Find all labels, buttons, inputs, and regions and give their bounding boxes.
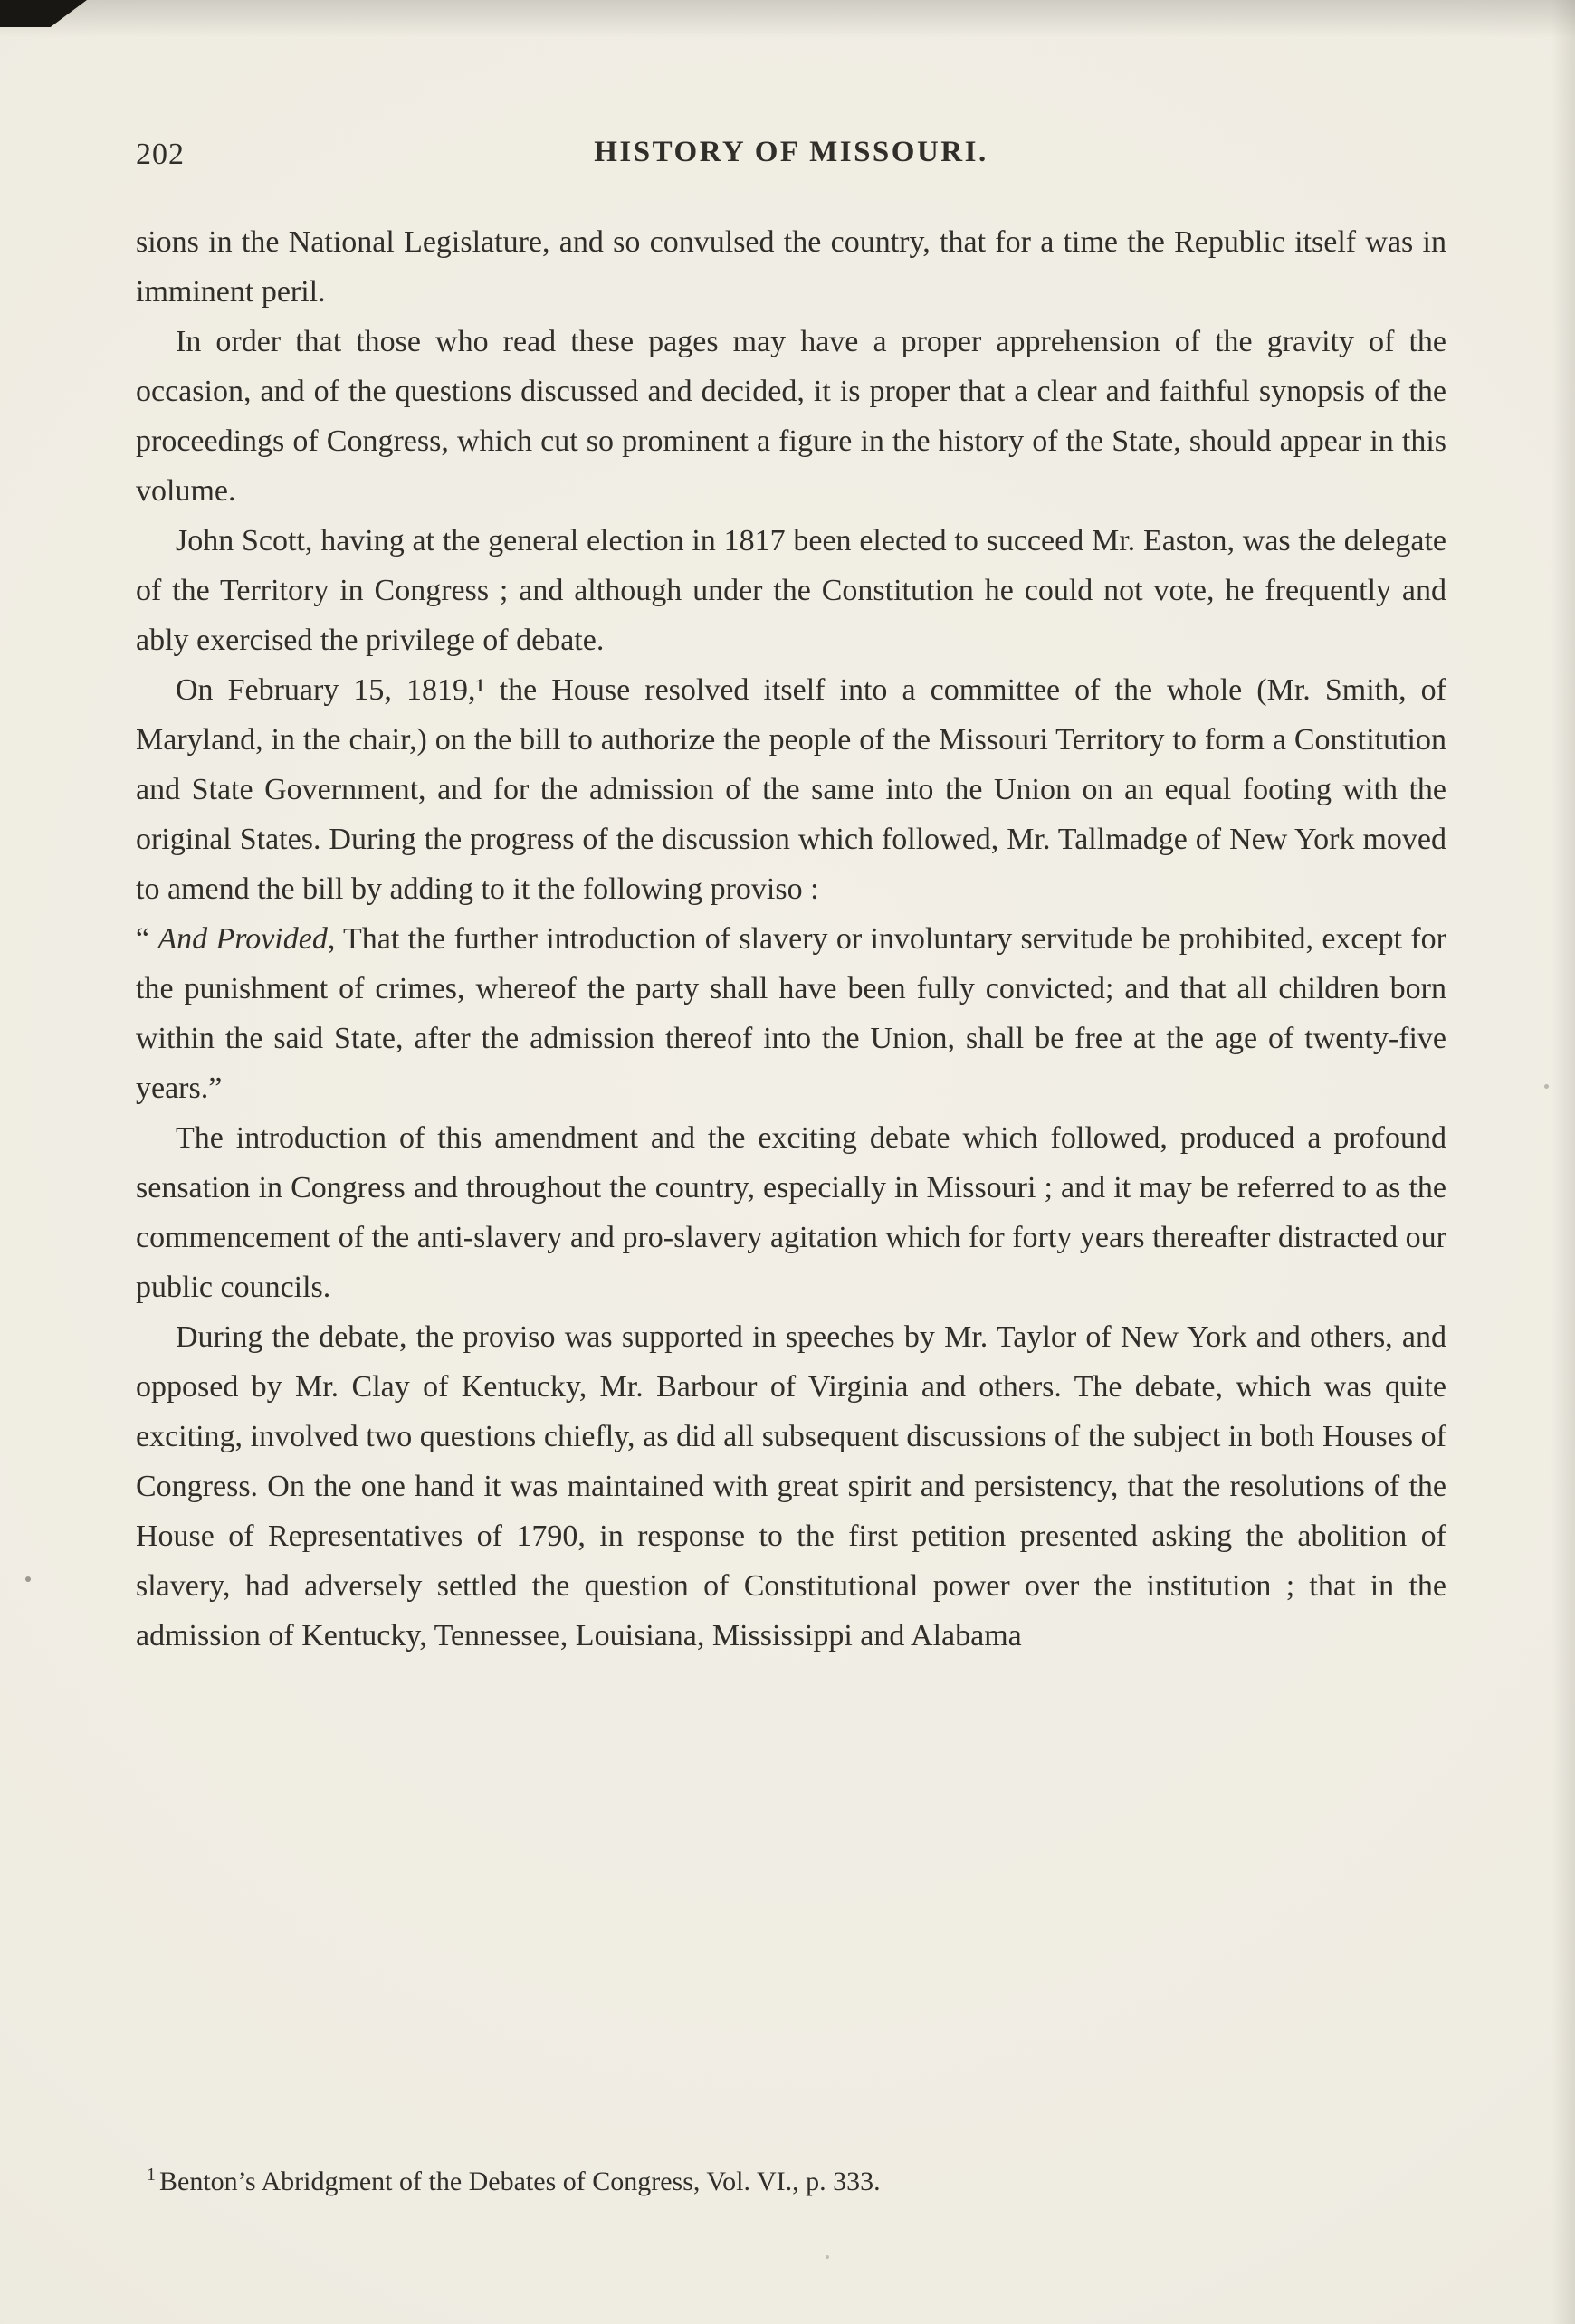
- page-number: 202: [136, 138, 185, 171]
- scan-edge-shadow-right: [1551, 0, 1575, 2324]
- quote-body: , That the further introduction of slavery or involuntary servitude be prohibited, except for the punishment of crimes, whereof the party shall have been fully convicted; and that all children born within the said State, after the admission thereof into the Union, shall be free at the age of twenty-five years.”: [136, 922, 1447, 1105]
- footnote-marker: 1: [147, 2165, 156, 2185]
- scan-speck: [25, 1576, 31, 1582]
- page-header: [136, 136, 1446, 176]
- scan-speck: [1544, 1084, 1549, 1089]
- quote-lead-italic: And Provided: [158, 922, 328, 956]
- body-paragraph: The introduction of this amendment and the exciting debate which followed, produced a profound sensation in Congress and throughout the country, especially in Missouri ; and it may be referred to as the commencement of the anti-slavery and pro-slavery agitation which for forty years thereafter distracted our public councils.: [136, 1121, 1446, 1304]
- running-title: HISTORY OF MISSOURI.: [594, 136, 988, 168]
- body-paragraph: sions in the National Legislature, and so convulsed the country, that for a time the Republic itself was in imminent peril.: [136, 225, 1446, 309]
- body-paragraph: During the debate, the proviso was supported in speeches by Mr. Taylor of New York and others, and opposed by Mr. Clay of Kentucky, Mr. Barbour of Virginia and others. The debate, which was quite exciting, involved two questions chiefly, as did all subsequent discussions of the subject in both Houses of Congress. On the one hand it was maintained with great spirit and persistency, that the resolutions of the House of Representatives of 1790, in response to the first petition presented asking the abolition of slavery, had adversely settled the question of Constitutional power over the institution ; that in the admission of Kentucky, Tennessee, Louisiana, Mississippi and Alabama: [136, 1320, 1446, 1653]
- body-paragraph: In order that those who read these pages may have a proper apprehension of the gravity of the occasion, and of the questions discussed and decided, it is proper that a clear and faithful synopsis of the proceedings of Congress, which cut so prominent a figure in the history of the State, should appear in this volume.: [136, 325, 1446, 508]
- scan-corner-artifact: [0, 0, 87, 27]
- page-body: [136, 217, 1446, 1661]
- scan-speck: [826, 2255, 829, 2259]
- text-column: [136, 136, 1446, 1661]
- body-paragraph: On February 15, 1819,¹ the House resolved itself into a committee of the whole (Mr. Smith, of Maryland, in the chair,) on the bill to authorize the people of the Missouri Territory to form a Constitution and State Government, and for the admission of the same into the Union on an equal footing with the original States. During the progress of the discussion which followed, Mr. Tallmadge of New York moved to amend the bill by adding to it the following proviso :: [136, 673, 1446, 906]
- footnote: [147, 2163, 1432, 2201]
- scan-edge-shadow-top: [0, 0, 1575, 38]
- footnote-text: Benton’s Abridgment of the Debates of Congress, Vol. VI., p. 333.: [159, 2167, 881, 2196]
- block-quote: [136, 914, 1446, 1113]
- body-paragraph: John Scott, having at the general election in 1817 been elected to succeed Mr. Easton, was the delegate of the Territory in Congress ; and although under the Constitution he could not vote, he frequently and ably exercised the privilege of debate.: [136, 524, 1446, 657]
- quote-open-mark: “: [136, 922, 158, 956]
